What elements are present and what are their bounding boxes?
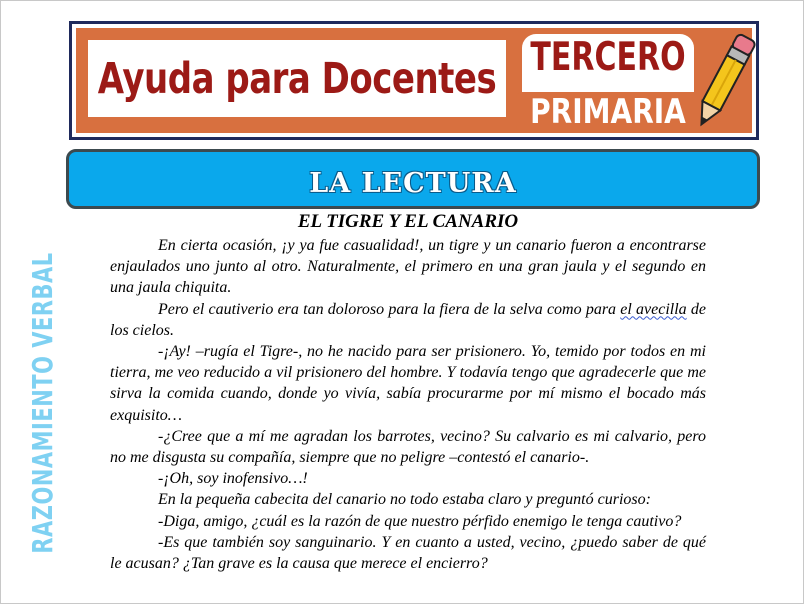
story-title: EL TIGRE Y EL CANARIO <box>297 211 519 232</box>
paragraph: -Diga, amigo, ¿cuál es la razón de que nuestro pérfido enemigo le tenga cautivo? <box>158 512 682 530</box>
side-label <box>21 238 65 568</box>
side-label-text: RAZONAMIENTO VERBAL <box>27 252 59 554</box>
banner-panel <box>76 28 752 133</box>
brand-title: Ayuda para Docentes <box>97 53 497 104</box>
story-body <box>110 235 706 574</box>
pencil-icon <box>692 28 756 136</box>
paragraph-text: Pero el cautiverio era tan doloroso para la fiera de la selva como para <box>158 300 621 318</box>
paragraph: -¿Cree que a mí me agradan los barrotes, vecino? Su calvario es mi calvario, pero no me disgusta su compañía, siempre que no peligre –contestó el canario-. <box>110 427 706 467</box>
brand-box <box>88 40 506 117</box>
paragraph: -Es que también soy sanguinario. Y en cuanto a usted, vecino, ¿puedo saber de qué le acusan? ¿Tan grave es la causa que merece el encierro? <box>110 533 706 573</box>
grade-label-primaria: PRIMARIA <box>530 91 686 132</box>
paragraph <box>110 299 706 341</box>
section-title: LA LECTURA <box>309 168 517 199</box>
grade-label-primaria-box <box>516 92 700 132</box>
paragraph: -¡Ay! –rugía el Tigre-, no he nacido para ser prisionero. Yo, temido por todos en mi tierra, me veo reducido a vil prisionero del hombre. Y todavía tengo que agradecerle que me sirva la comida cuando, donde yo vivía, sabía procurarme por mí mismo el bocado más exquisito… <box>110 343 706 424</box>
grade-label-tercero: TERCERO <box>530 34 686 81</box>
paragraph-text: de los cielos. <box>110 300 706 339</box>
paragraph: En cierta ocasión, ¡y ya fue casualidad!, un tigre y un canario fueron a encontrarse enjaulados uno junto al otro. Naturalmente, el primero en una gran jaula y el segundo en una jaula chiquita. <box>110 237 706 297</box>
paragraph: En la pequeña cabecita del canario no todo estaba claro y preguntó curioso: <box>158 491 651 509</box>
section-title-bar <box>66 149 760 209</box>
header-banner <box>69 21 759 140</box>
paragraph: -¡Oh, soy inofensivo…! <box>158 470 308 488</box>
spellcheck-underlined-text: el avecilla <box>620 300 687 318</box>
